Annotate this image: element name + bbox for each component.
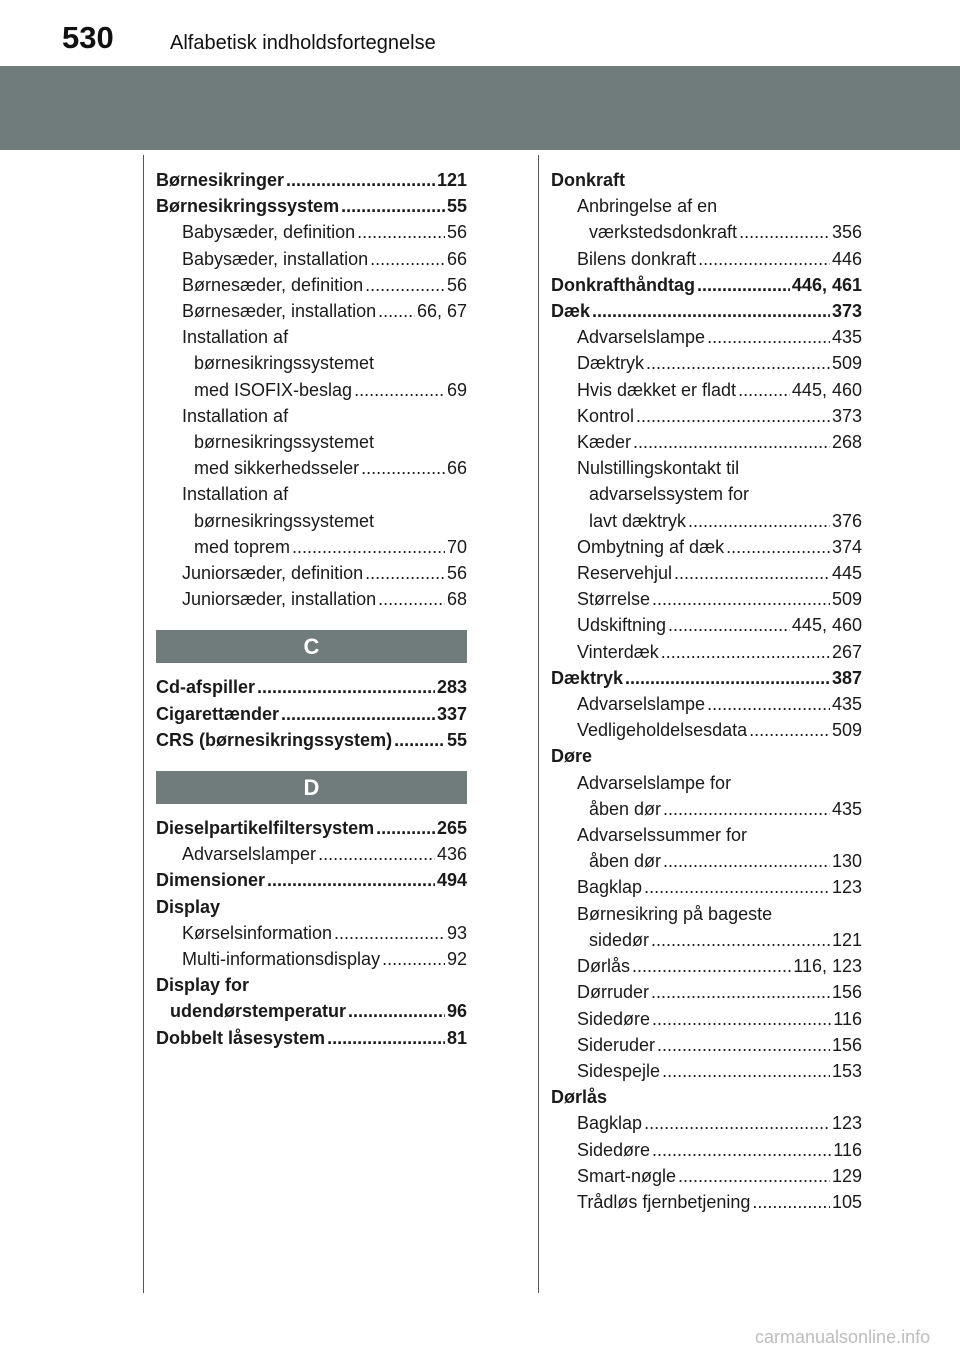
page-reference: 373 [831,405,862,426]
index-term: Dæktryk [577,353,644,374]
dot-leader [644,874,830,900]
index-entry [156,560,467,586]
dot-leader [632,953,791,979]
dot-leader [652,1137,831,1163]
index-entry [551,639,862,665]
page-reference: 129 [831,1165,862,1186]
page-reference: 446, 461 [791,274,862,295]
index-entry [551,612,862,638]
index-entry [156,946,467,972]
dot-leader [341,193,445,219]
dot-leader [663,796,830,822]
index-entry [551,534,862,560]
index-entry [551,377,862,403]
index-entry [156,377,467,403]
dot-leader [697,272,790,298]
page-reference: 66 [446,458,467,479]
dot-leader [348,998,445,1024]
dot-leader [678,1163,830,1189]
index-term: Ombytning af dæk [577,536,725,557]
dot-leader [267,867,435,893]
dot-leader [707,691,830,717]
page-reference: 509 [831,720,862,741]
page-reference: 268 [831,432,862,453]
dot-leader [662,1058,830,1084]
dot-leader [292,534,445,560]
index-entry [551,796,862,822]
index-term: Juniorsæder, definition [182,563,364,584]
page-reference: 56 [446,563,467,584]
dot-leader [668,612,790,638]
dot-leader [739,219,830,245]
index-term: Kæder [577,432,632,453]
index-term: Bagklap [577,877,643,898]
index-term: Dobbelt låsesystem [156,1027,326,1048]
index-term: Dørlås [577,956,630,977]
dot-leader [382,946,445,972]
index-term-line: Donkraft [551,170,626,190]
dot-leader [370,246,445,272]
index-term-line: Anbringelse af en [577,196,718,217]
index-term: Børnesikringer [156,170,285,190]
index-term: Sidespejle [577,1060,661,1081]
index-entry [156,219,467,245]
page-header [0,0,960,66]
index-term: Cigarettænder [156,703,280,724]
dot-leader [394,727,445,753]
page-reference: 374 [831,536,862,557]
index-term: Dimensioner [156,870,266,891]
index-term-line: Nulstillingskontakt til [577,458,740,479]
index-entry [551,1137,862,1163]
index-term: med sikkerhedsseler [194,458,360,479]
index-term: Dørruder [577,982,650,1003]
page-reference: 66, 67 [416,301,467,322]
index-entry [156,455,467,481]
index-term: Advarselslampe [577,694,706,715]
index-term: Kørselsinformation [182,922,333,943]
index-term: Børnesæder, installation [182,301,377,322]
index-term: Dæk [551,301,591,322]
index-entry [551,691,862,717]
dot-leader [749,717,830,743]
page-reference: 156 [831,982,862,1003]
index-term-line: Display for [156,975,250,996]
page-number: 530 [62,20,114,55]
index-term: åben dør [589,798,662,819]
index-entry [156,998,467,1024]
dot-leader [652,586,830,612]
page-reference: 81 [446,1027,467,1048]
index-term: Sidedøre [577,1139,651,1160]
index-entry [551,1163,862,1189]
index-entry [551,927,862,953]
page-reference: 56 [446,222,467,243]
dot-leader [378,586,445,612]
index-entry [551,979,862,1005]
index-entry [551,219,862,245]
page-reference: 92 [446,949,467,970]
index-term: Børnesæder, definition [182,274,364,295]
page-reference: 509 [831,589,862,610]
dot-leader [657,1032,830,1058]
index-term-line: Installation af [182,405,289,426]
column-divider-right [538,155,539,1293]
index-entry [551,1189,862,1215]
index-term: med toprem [194,536,291,557]
dot-leader [365,560,445,586]
index-term: Advarselslampe [577,327,706,348]
index-entry [551,298,862,324]
index-term: åben dør [589,851,662,872]
index-term: Dieselpartikelfiltersystem [156,818,375,839]
page-reference: 56 [446,274,467,295]
index-entry [156,920,467,946]
dot-leader [354,377,445,403]
index-term: værkstedsdonkraft [589,222,738,243]
index-term-line: Advarselssummer for [577,825,748,846]
index-term-line: Installation af [182,484,289,505]
page-reference: 55 [446,196,467,217]
index-group-c [156,674,467,753]
watermark: carmanualsonline.info [755,1327,931,1347]
page-reference: 69 [446,379,467,400]
index-term: Børnesikringssystem [156,196,340,217]
page-reference: 96 [446,1001,467,1022]
page-reference: 130 [831,851,862,872]
page-reference: 356 [831,222,862,243]
index-term: Sidedøre [577,1008,651,1029]
page-reference: 494 [436,870,467,891]
page-reference: 116, 123 [793,956,862,977]
index-term: udendørstemperatur [170,1001,347,1022]
index-term: Størrelse [577,589,651,610]
index-entry [551,1110,862,1136]
page-reference: 435 [831,798,862,819]
index-entry [156,841,467,867]
page-reference: 55 [446,729,467,750]
index-term: Babysæder, definition [182,222,356,243]
dot-leader [698,246,830,272]
page-reference: 68 [446,589,467,610]
index-column-left [156,167,467,1051]
index-entry [156,272,467,298]
index-entry [551,429,862,455]
dot-leader [357,219,445,245]
index-term: Vinterdæk [577,641,659,662]
page-reference: 66 [446,248,467,269]
header-banner [0,66,960,150]
index-term: Kontrol [577,405,635,426]
page-reference: 509 [831,353,862,374]
index-term-line: børnesikringssystemet [194,510,375,531]
index-entry [156,1025,467,1051]
dot-leader [257,674,435,700]
dot-leader [636,403,830,429]
page-reference: 373 [831,301,862,322]
index-entry [551,1006,862,1032]
index-entry [551,350,862,376]
dot-leader [376,815,435,841]
page-reference: 265 [436,818,467,839]
index-term: Sideruder [577,1034,656,1055]
dot-leader [707,324,830,350]
index-term-line: Advarselslampe for [577,772,732,793]
index-group-d-continued [551,167,862,1215]
index-entry [156,193,467,219]
index-entry [551,403,862,429]
index-entry [551,665,862,691]
dot-leader [738,377,790,403]
letter-heading-d: D [156,771,467,804]
index-entry [156,867,467,893]
index-term-line: børnesikringssystemet [194,353,375,374]
dot-leader [661,639,830,665]
index-term: Trådløs fjernbetjening [577,1191,751,1212]
page-reference: 156 [831,1034,862,1055]
dot-leader [361,455,445,481]
index-term: Vedligeholdelsesdata [577,720,748,741]
page-reference: 387 [831,667,862,688]
index-term: Juniorsæder, installation [182,589,377,610]
index-entry [156,298,467,324]
index-term: Dæktryk [551,667,624,688]
index-entry [156,167,467,193]
dot-leader [625,665,830,691]
index-entry [551,324,862,350]
index-term: Udskiftning [577,615,667,636]
index-term: Bilens donkraft [577,248,697,269]
dot-leader [378,298,415,324]
dot-leader [318,841,435,867]
index-term-line: Døre [551,746,593,767]
page-title: Alfabetisk indholdsfortegnelse [170,32,436,54]
index-term-line: Installation af [182,327,289,348]
dot-leader [651,927,830,953]
page-reference: 121 [436,170,467,190]
index-entry [156,701,467,727]
page-reference: 123 [831,877,862,898]
index-column-right [551,167,862,1215]
index-term: med ISOFIX-beslag [194,379,353,400]
page-reference: 435 [831,327,862,348]
index-entry [156,815,467,841]
page-reference: 376 [831,510,862,531]
page-reference: 445, 460 [791,615,862,636]
index-entry [551,246,862,272]
dot-leader [674,560,830,586]
index-entry [156,534,467,560]
column-divider-left [143,155,144,1293]
dot-leader [365,272,445,298]
page-reference: 283 [436,677,467,698]
page-reference: 267 [831,641,862,662]
index-entry [551,508,862,534]
index-entry [156,727,467,753]
index-entry [551,717,862,743]
index-term: Advarselslamper [182,844,317,865]
dot-leader [633,429,830,455]
dot-leader [592,298,830,324]
dot-leader [726,534,830,560]
index-term-line: Dørlås [551,1087,608,1108]
dot-leader [646,350,830,376]
index-entry [551,848,862,874]
page-reference: 446 [831,248,862,269]
index-term: Hvis dækket er fladt [577,379,737,400]
page-reference: 121 [831,929,862,950]
dot-leader [327,1025,445,1051]
index-term: Multi-informationsdisplay [182,949,381,970]
index-term-line: Display [156,896,221,917]
page-reference: 123 [831,1113,862,1134]
dot-leader [688,508,830,534]
dot-leader [281,701,435,727]
page-reference: 153 [831,1060,862,1081]
index-entry [551,953,862,979]
index-group-d [156,815,467,1051]
index-group-b [156,167,467,612]
page-reference: 116 [833,1008,862,1029]
index-term: Cd-afspiller [156,677,256,698]
page-reference: 445, 460 [791,379,862,400]
page-reference: 105 [831,1191,862,1212]
dot-leader [334,920,445,946]
index-term: Babysæder, installation [182,248,369,269]
index-term: Bagklap [577,1113,643,1134]
letter-heading-c: C [156,630,467,663]
index-term: Reservehjul [577,563,673,584]
index-term: sidedør [589,929,650,950]
index-entry [551,874,862,900]
dot-leader [663,848,830,874]
dot-leader [651,979,830,1005]
page-reference: 435 [831,694,862,715]
index-entry [156,674,467,700]
dot-leader [286,167,435,193]
dot-leader [644,1110,830,1136]
page-reference: 445 [831,563,862,584]
index-entry [551,1058,862,1084]
index-term: Donkrafthåndtag [551,274,695,295]
dot-leader [652,1006,831,1032]
page-reference: 337 [436,703,467,724]
index-term: CRS (børnesikringssystem) [156,729,393,750]
index-term-line: advarselssystem for [589,484,750,505]
index-entry [551,560,862,586]
dot-leader [752,1189,830,1215]
index-term: Smart-nøgle [577,1165,677,1186]
index-entry [551,272,862,298]
page-reference: 93 [446,922,467,943]
page-reference: 70 [446,536,467,557]
index-entry [551,586,862,612]
index-entry [551,1032,862,1058]
index-term-line: Børnesikring på bageste [577,903,773,924]
page-reference: 116 [833,1139,862,1160]
index-term-line: børnesikringssystemet [194,432,375,453]
index-entry [156,246,467,272]
index-term: lavt dæktryk [589,510,687,531]
page-reference: 436 [436,844,467,865]
index-entry [156,586,467,612]
